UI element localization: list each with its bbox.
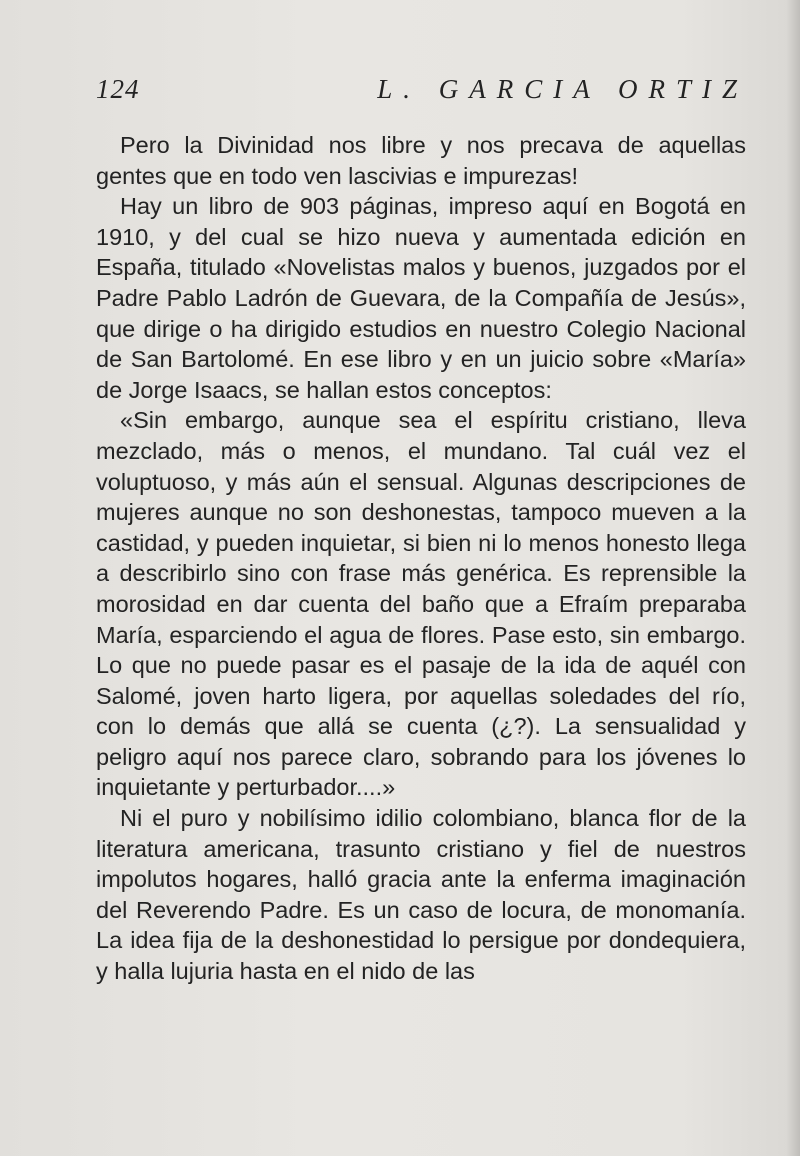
paragraph-2: Hay un libro de 903 páginas, impreso aquí en Bogotá en 1910, y del cual se hizo nueva y aumentada edición en España, titulado «Novelistas malos y buenos, juzgados por el Padre Pablo Ladrón de Guevara, de la Compañía de Jesús», que dirige o ha dirigido estudios en nuestro Colegio Nacional de San Bartolomé. En ese libro y en un juicio sobre «María» de Jorge Isaacs, se hallan estos conceptos: — [96, 193, 746, 403]
body-text — [96, 130, 746, 987]
paragraph-4: Ni el puro y nobilísimo idilio colombiano, blanca flor de la literatura americana, trasunto cristiano y fiel de nuestros impolutos hogares, halló gracia ante la enferma imaginación del Reverendo Padre. Es un caso de locura, de monomanía. La idea fija de la deshonestidad lo persigue por dondequiera, y halla lujuria hasta en el nido de las — [96, 805, 746, 985]
paragraph-1: Pero la Divinidad nos libre y nos precava de aquellas gentes que en todo ven lascivias e impurezas! — [96, 132, 746, 189]
page-header — [96, 74, 748, 114]
page-edge-shadow — [786, 0, 800, 1156]
running-head: L. GARCIA ORTIZ — [377, 74, 748, 104]
page-number: 124 — [96, 74, 140, 104]
paragraph-3-quote: «Sin embargo, aunque sea el espíritu cristiano, lleva mezclado, más o menos, el mundano. Tal cuál vez el voluptuoso, y más aún el sensual. Algunas descripciones de mujeres aunque no son deshonestas, tampoco mueven a la castidad, y pueden inquietar, si bien ni lo menos honesto llega a describirlo sino con frase más genérica. Es reprensible la morosidad en dar cuenta del baño que a Efraím preparaba María, esparciendo el agua de flores. Pase esto, sin embargo. Lo que no puede pasar es el pasaje de la ida de aquél con Salomé, joven harto ligera, por aquellas soledades del río, con lo demás que allá se cuenta (¿?). La sensualidad y peligro aquí nos parece claro, sobrando para los jóvenes lo inquietante y perturbador....» — [96, 407, 746, 801]
